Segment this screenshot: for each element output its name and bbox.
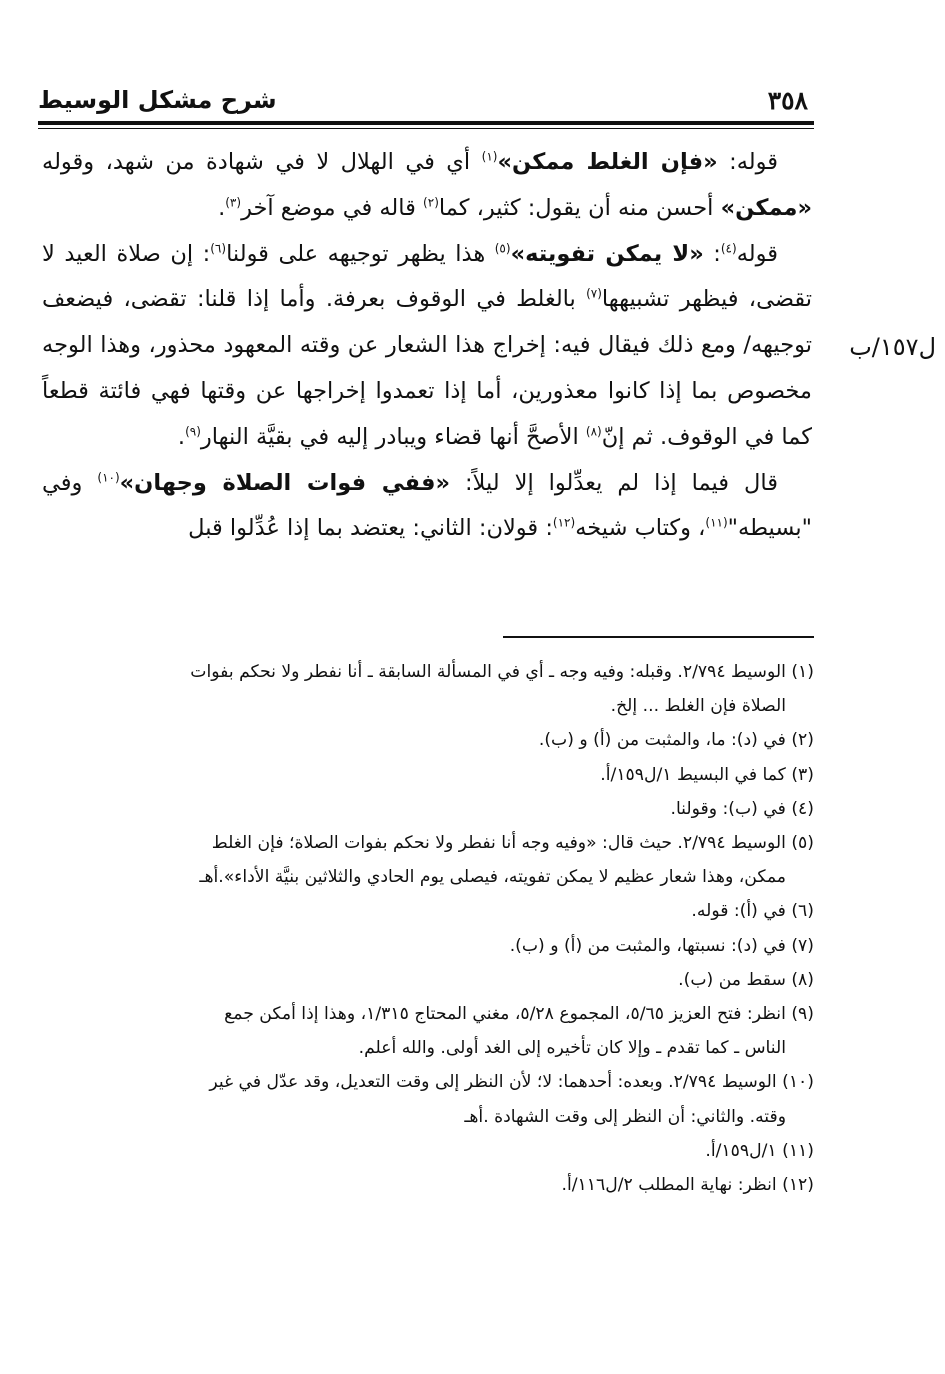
- page-header: [38, 86, 814, 120]
- text-run: الأصحَّ أنها قضاء ويبادر إليه في بقيَّة النهار: [200, 423, 586, 450]
- footnote-ref: (٣): [225, 195, 242, 210]
- footnote: [42, 758, 814, 792]
- text-run: ، وكتاب شيخه: [575, 515, 706, 542]
- footnote-number: (١): [791, 662, 814, 682]
- text-run: قوله:: [717, 149, 779, 175]
- text-run: .: [218, 194, 226, 221]
- footnote-ref: (٩): [185, 424, 201, 439]
- footnote: [42, 723, 814, 757]
- footnote-ref: (٢): [423, 195, 439, 210]
- text-run: هذا يظهر توجيهه على قولنا: [226, 240, 495, 267]
- footnote-ref: (٦): [210, 241, 227, 256]
- footnote-text: في (د): ما، والمثبت من (أ) و (ب).: [538, 730, 792, 751]
- footnote-text: انظر: نهاية المطلب ٢/ل١١٦/أ.: [561, 1175, 783, 1196]
- footnote-number: (١٢): [782, 1175, 814, 1196]
- footnote: [42, 1134, 814, 1168]
- footnote-text: في (أ): قوله.: [691, 901, 792, 922]
- footnote-text: كما في البسيط ١/ل١٥٩/أ.: [600, 764, 792, 785]
- footnote-text: الوسيط ٢/٧٩٤. حيث قال: «وفيه وجه أنا نفطر ولا نحكم بفوات الصلاة؛ فإن الغلط: [211, 833, 792, 854]
- footnote-number: (١١): [782, 1140, 814, 1161]
- text-run: .: [177, 423, 186, 450]
- footnote: [42, 963, 814, 997]
- text-run: وفي "بسيطه": [42, 469, 812, 542]
- footnote-separator: [503, 636, 814, 638]
- footnote-number: (٦): [791, 901, 814, 922]
- footnote-text: الوسيط ٢/٧٩٤. وبعده: أحدهما: لا؛ لأن النظر إلى وقت التعديل، وقد عدّل في غير: [209, 1072, 783, 1093]
- footnote: [42, 894, 814, 928]
- page-number: ٣٥٨: [767, 86, 808, 115]
- text-run: قاله في موضع آخر: [241, 194, 424, 221]
- footnote: [42, 997, 814, 1065]
- footnote-ref: (٧): [586, 286, 602, 301]
- footnote: [42, 1168, 814, 1202]
- footnote-number: (٥): [791, 833, 814, 854]
- text-run: قال فيما إذا لم يعدِّلوا إلا ليلاً:: [449, 469, 779, 496]
- footnote-text: سقط من (ب).: [678, 969, 792, 990]
- text-run: : قولان: الثاني: يعتضد بما إذا عُدِّلوا قبل: [188, 515, 553, 542]
- header-rule-thick: [38, 121, 814, 125]
- manuscript-folio-note: ل١٥٧/ب: [849, 333, 936, 361]
- footnote-text: في (ب): وقولنا.: [670, 798, 792, 819]
- text-run: قوله: [736, 240, 778, 267]
- footnote-number: (٤): [791, 798, 814, 819]
- footnote-ref: (٤): [720, 241, 737, 256]
- text-run: بالغلط في الوقوف بعرفة. وأما إذا قلنا: تقضى، فيضعف توجيهه/ ومع ذلك فيقال فيه: إخراج هذا الشعار عن وقته المعهود محذور، وهذا الوجه مخصوص بما إذا كانوا معذورين، أما إذا تعمدوا إخراجها عن وقتها فهي فائتة قطعاً كما في الوقوف. ثم إنّ: [42, 286, 812, 450]
- footnote-ref: (١): [481, 149, 498, 164]
- footnote: [42, 1065, 814, 1133]
- footnote-number: (٢): [791, 730, 814, 751]
- footnote-number: (٣): [791, 764, 814, 785]
- footnote: [42, 929, 814, 963]
- footnote-text: انظر: فتح العزيز ٥/٦٥، المجموع ٥/٢٨، مغني المحتاج ١/٣١٥، وهذا إذا أمكن جمع: [224, 1004, 792, 1025]
- running-title: شرح مشكل الوسيط: [38, 86, 277, 114]
- footnote-continuation: ممكن، وهذا شعار عظيم لا يمكن تفويته، فيصلى يوم الحادي والثلاثين بنيَّة الأداء».أهـ: [199, 867, 786, 888]
- quoted-text: «ممكن»: [720, 194, 812, 221]
- footnote-text: الوسيط ٢/٧٩٤. وقبله: وفيه وجه ـ أي في المسألة السابقة ـ أنا نفطر ولا نحكم بفوات: [190, 662, 792, 682]
- footnote-number: (٨): [791, 969, 814, 990]
- header-rule-thin: [38, 128, 814, 129]
- paragraph: [42, 140, 812, 232]
- footnote-ref: (٨): [585, 424, 602, 439]
- footnote-number: (٩): [791, 1004, 814, 1025]
- footnote-continuation: الناس ـ كما تقدم ـ وإلا كان تأخيره إلى الغد أولى. والله أعلم.: [358, 1038, 786, 1059]
- footnote: [42, 655, 814, 723]
- footnote-text: في (د): نسبتها، والمثبت من (أ) و (ب).: [509, 935, 792, 956]
- paragraph: [42, 461, 812, 553]
- text-run: أحسن منه أن يقول: كثير، كما: [438, 194, 721, 221]
- footnote: [42, 826, 814, 894]
- footnote-number: (٧): [791, 935, 814, 956]
- main-text: [42, 140, 812, 552]
- text-run: :: [703, 240, 721, 267]
- footnote-ref: (١٢): [552, 515, 576, 530]
- quoted-text: «لا يمكن تفويته»: [510, 240, 704, 267]
- footnote-ref: (٥): [494, 241, 511, 256]
- footnote-text: ١/ل١٥٩/أ.: [705, 1140, 783, 1161]
- footnotes: [42, 655, 814, 1202]
- footnote-ref: (١٠): [97, 470, 120, 485]
- footnote-continuation: وقته. والثاني: أن النظر إلى وقت الشهادة .أهـ: [464, 1106, 786, 1127]
- footnote-continuation: الصلاة فإن الغلط ... إلخ.: [610, 696, 786, 717]
- footnote: [42, 792, 814, 826]
- text-run: أي في الهلال لا في شهادة من شهد، وقوله: [42, 149, 482, 175]
- quoted-text: «ففي فوات الصلاة وجهان»: [119, 469, 450, 496]
- footnote-number: (١٠): [782, 1072, 814, 1093]
- quoted-text: «فإن الغلط ممكن»: [497, 149, 718, 175]
- paragraph: [42, 232, 812, 461]
- footnote-ref: (١١): [705, 515, 728, 530]
- text-run: : إن صلاة العيد لا تقضى، فيظهر تشبيهها: [42, 240, 812, 313]
